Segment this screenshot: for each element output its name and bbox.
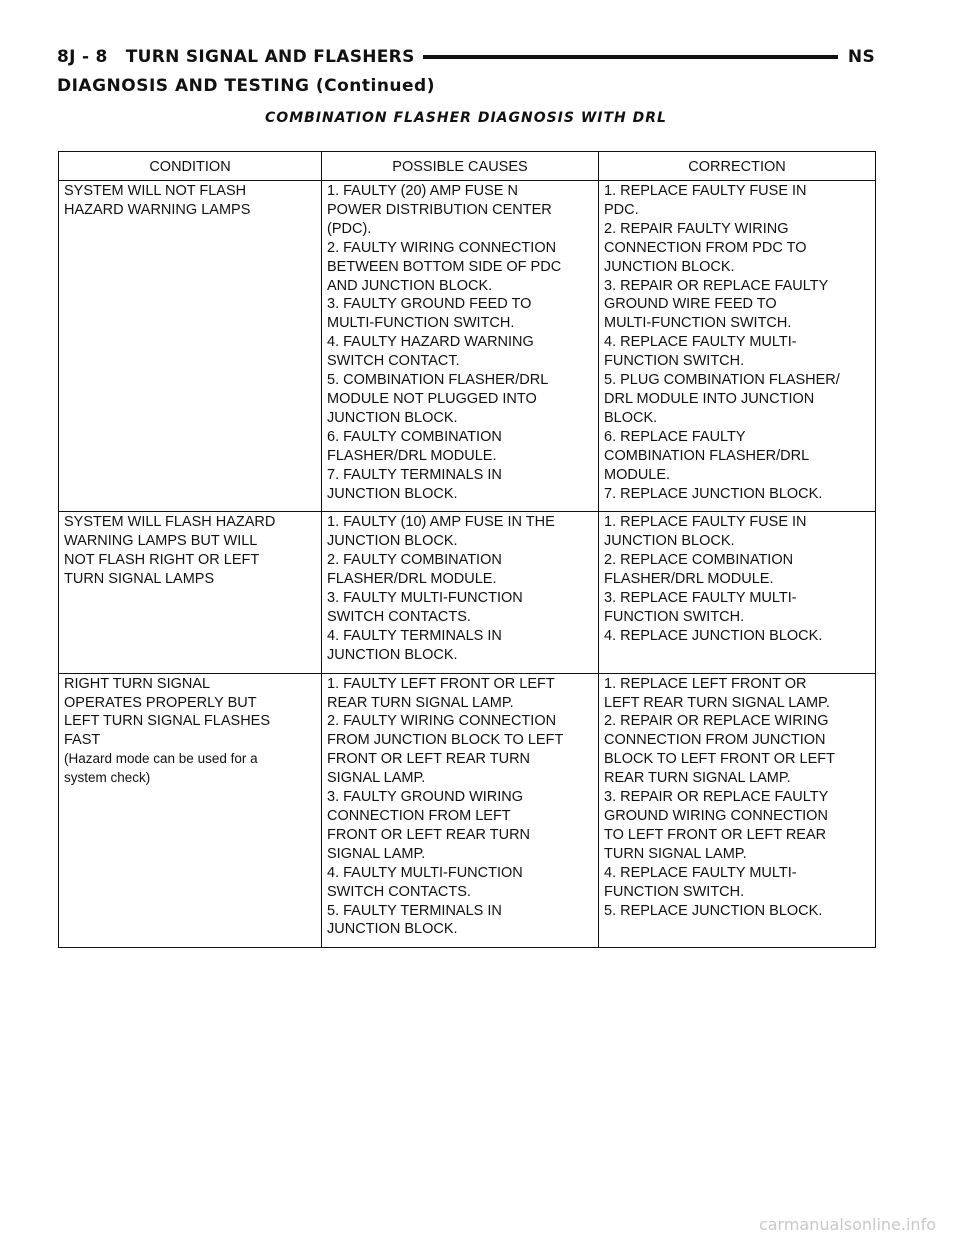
cell-line: JUNCTION BLOCK. xyxy=(604,258,735,275)
cell-line: REAR TURN SIGNAL LAMP. xyxy=(604,770,791,787)
cell-line: 3. FAULTY GROUND WIRING xyxy=(327,789,524,806)
header-rule xyxy=(423,55,838,59)
correction-cell xyxy=(599,673,876,948)
cell-line: 2. REPAIR FAULTY WIRING xyxy=(604,220,789,237)
cell-line: SYSTEM WILL NOT FLASH xyxy=(64,183,247,199)
cell-line: 7. FAULTY TERMINALS IN xyxy=(327,466,502,483)
table-header-row xyxy=(59,152,876,181)
cell-line: 1. REPLACE FAULTY FUSE IN xyxy=(604,514,807,531)
cell-line: SWITCH CONTACTS. xyxy=(327,608,471,625)
cell-line: 4. REPLACE FAULTY MULTI- xyxy=(604,334,797,351)
watermark: carmanualsonline.info xyxy=(758,1215,936,1234)
cell-line: 2. REPAIR OR REPLACE WIRING xyxy=(604,713,829,730)
cell-line: 1. FAULTY (10) AMP FUSE IN THE xyxy=(327,514,555,531)
condition-cell xyxy=(59,181,322,512)
cell-line: SYSTEM WILL FLASH HAZARD xyxy=(64,514,276,531)
cell-line: 5. PLUG COMBINATION FLASHER/ xyxy=(604,372,840,389)
table-row xyxy=(59,512,876,673)
cell-line: SWITCH CONTACT. xyxy=(327,353,460,370)
cell-line: 2. FAULTY COMBINATION xyxy=(327,552,502,569)
cell-line: 2. FAULTY WIRING CONNECTION xyxy=(327,239,557,256)
cell-line: JUNCTION BLOCK. xyxy=(604,533,735,550)
cell-line: FRONT OR LEFT REAR TURN xyxy=(327,826,531,843)
cell-line: GROUND WIRING CONNECTION xyxy=(604,808,828,824)
possible-causes-cell xyxy=(322,673,599,948)
cell-line: GROUND WIRE FEED TO xyxy=(604,296,777,313)
cell-line: 3. REPAIR OR REPLACE FAULTY xyxy=(604,277,829,294)
condition-note: (Hazard mode can be used for a xyxy=(64,751,258,767)
cell-line: JUNCTION BLOCK. xyxy=(327,646,458,663)
cell-line: FLASHER/DRL MODULE. xyxy=(327,447,497,464)
cell-line: FLASHER/DRL MODULE. xyxy=(327,571,497,588)
cell-line: 1. FAULTY (20) AMP FUSE N xyxy=(327,183,518,199)
cell-line: OPERATES PROPERLY BUT xyxy=(64,694,257,711)
cell-line: RIGHT TURN SIGNAL xyxy=(64,675,211,692)
cell-line: JUNCTION BLOCK. xyxy=(327,921,458,938)
correction-cell xyxy=(599,181,876,512)
page-number: 8J - 8 xyxy=(57,47,108,67)
table-row xyxy=(59,181,876,512)
cell-line: 4. REPLACE FAULTY MULTI- xyxy=(604,864,797,881)
condition-note: system check) xyxy=(64,770,151,786)
cell-line: REAR TURN SIGNAL LAMP. xyxy=(327,694,514,711)
cell-line: POWER DISTRIBUTION CENTER xyxy=(327,201,552,218)
cell-line: (PDC). xyxy=(327,220,372,237)
possible-causes-cell xyxy=(322,181,599,512)
cell-line: LEFT REAR TURN SIGNAL LAMP. xyxy=(604,694,830,711)
cell-line: MULTI-FUNCTION SWITCH. xyxy=(327,315,515,332)
cell-line: BETWEEN BOTTOM SIDE OF PDC xyxy=(327,258,562,275)
condition-cell xyxy=(59,512,322,673)
cell-line: 2. FAULTY WIRING CONNECTION xyxy=(327,713,557,730)
cell-line: 6. REPLACE FAULTY xyxy=(604,428,746,445)
cell-line: FUNCTION SWITCH. xyxy=(604,353,745,370)
cell-line: 1. REPLACE FAULTY FUSE IN xyxy=(604,183,807,199)
cell-line: MODULE. xyxy=(604,466,671,483)
cell-line: SWITCH CONTACTS. xyxy=(327,883,471,900)
cell-line: 1. FAULTY LEFT FRONT OR LEFT xyxy=(327,675,555,692)
cell-line: 4. REPLACE JUNCTION BLOCK. xyxy=(604,627,823,644)
cell-line: 3. FAULTY GROUND FEED TO xyxy=(327,296,532,313)
cell-line: 5. REPLACE JUNCTION BLOCK. xyxy=(604,902,823,919)
cell-line: JUNCTION BLOCK. xyxy=(327,533,458,550)
column-header-causes: POSSIBLE CAUSES xyxy=(322,152,599,181)
page-header xyxy=(57,44,875,70)
cell-line: 4. FAULTY TERMINALS IN xyxy=(327,627,502,644)
cell-line: SIGNAL LAMP. xyxy=(327,845,426,862)
cell-line: 2. REPLACE COMBINATION xyxy=(604,552,794,569)
cell-line: JUNCTION BLOCK. xyxy=(327,485,458,502)
cell-line: JUNCTION BLOCK. xyxy=(327,409,458,426)
section-title: DIAGNOSIS AND TESTING (Continued) xyxy=(57,76,435,96)
cell-line: 5. FAULTY TERMINALS IN xyxy=(327,902,502,919)
cell-line: 5. COMBINATION FLASHER/DRL xyxy=(327,372,549,389)
cell-line: FUNCTION SWITCH. xyxy=(604,883,745,900)
cell-line: 3. REPAIR OR REPLACE FAULTY xyxy=(604,789,829,806)
cell-line: FROM JUNCTION BLOCK TO LEFT xyxy=(327,732,564,749)
cell-line: MODULE NOT PLUGGED INTO xyxy=(327,390,537,407)
chapter-title: TURN SIGNAL AND FLASHERS xyxy=(125,47,415,67)
cell-line: 1. REPLACE LEFT FRONT OR xyxy=(604,675,807,692)
table-title: COMBINATION FLASHER DIAGNOSIS WITH DRL xyxy=(265,110,667,126)
cell-line: 7. REPLACE JUNCTION BLOCK. xyxy=(604,485,823,502)
cell-line: AND JUNCTION BLOCK. xyxy=(327,277,493,294)
model-code: NS xyxy=(847,47,875,67)
cell-line: 3. REPLACE FAULTY MULTI- xyxy=(604,590,797,607)
cell-line: TURN SIGNAL LAMP. xyxy=(604,845,747,862)
cell-line: CONNECTION FROM LEFT xyxy=(327,808,511,824)
correction-cell xyxy=(599,512,876,673)
cell-line: CONNECTION FROM JUNCTION xyxy=(604,732,826,749)
column-header-correction: CORRECTION xyxy=(599,152,876,181)
condition-cell xyxy=(59,673,322,948)
cell-line: FLASHER/DRL MODULE. xyxy=(604,571,774,588)
cell-line: FRONT OR LEFT REAR TURN xyxy=(327,751,531,768)
cell-line: BLOCK. xyxy=(604,409,658,426)
possible-causes-cell xyxy=(322,512,599,673)
cell-line: FUNCTION SWITCH. xyxy=(604,608,745,625)
cell-line: TURN SIGNAL LAMPS xyxy=(64,571,215,588)
cell-line: HAZARD WARNING LAMPS xyxy=(64,201,251,218)
cell-line: SIGNAL LAMP. xyxy=(327,770,426,787)
cell-line: COMBINATION FLASHER/DRL xyxy=(604,447,810,464)
cell-line: 3. FAULTY MULTI-FUNCTION xyxy=(327,590,523,607)
cell-line: CONNECTION FROM PDC TO xyxy=(604,239,807,256)
cell-line: BLOCK TO LEFT FRONT OR LEFT xyxy=(604,751,835,768)
table-row xyxy=(59,673,876,948)
cell-line: 4. FAULTY MULTI-FUNCTION xyxy=(327,864,523,881)
cell-line: LEFT TURN SIGNAL FLASHES xyxy=(64,713,271,730)
cell-line: FAST xyxy=(64,732,101,749)
cell-line: 4. FAULTY HAZARD WARNING xyxy=(327,334,534,351)
column-header-condition: CONDITION xyxy=(59,152,322,181)
cell-line: TO LEFT FRONT OR LEFT REAR xyxy=(604,826,827,843)
cell-line: MULTI-FUNCTION SWITCH. xyxy=(604,315,792,332)
cell-line: DRL MODULE INTO JUNCTION xyxy=(604,390,815,407)
cell-line: 6. FAULTY COMBINATION xyxy=(327,428,502,445)
diagnosis-table xyxy=(58,151,876,948)
cell-line: NOT FLASH RIGHT OR LEFT xyxy=(64,552,260,569)
cell-line: WARNING LAMPS BUT WILL xyxy=(64,533,258,550)
cell-line: PDC. xyxy=(604,201,639,218)
